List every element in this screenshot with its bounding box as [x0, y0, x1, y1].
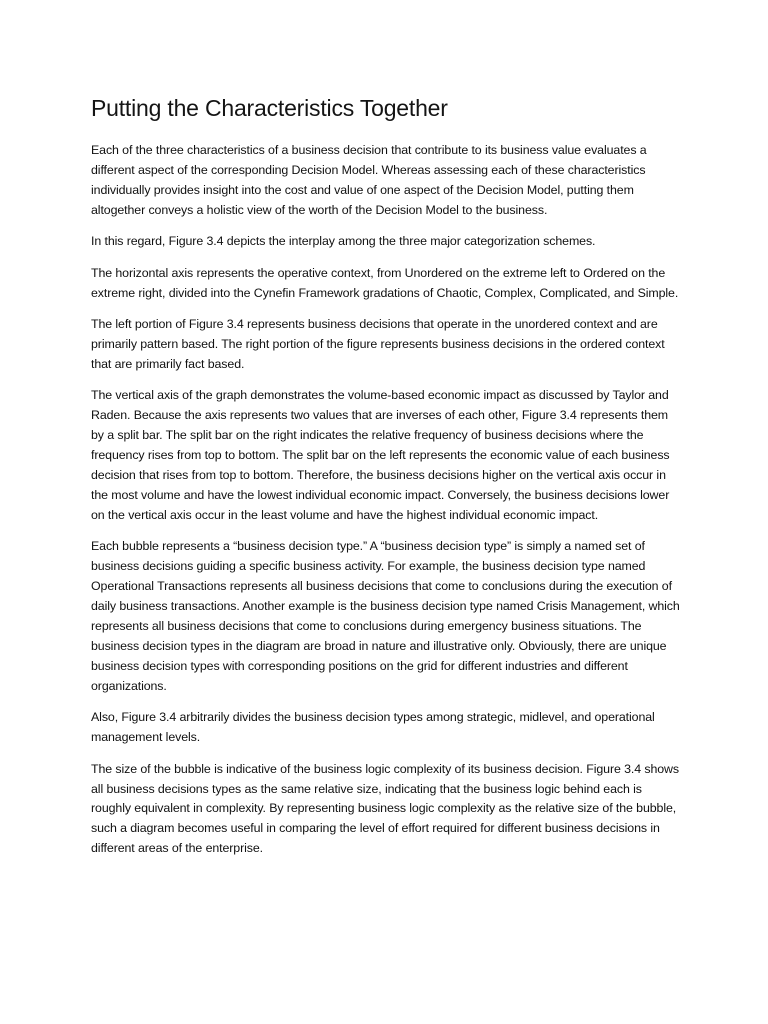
paragraph-bubble-size: The size of the bubble is indicative of the business logic complexity of its business decision. Figure 3.4 shows all business decisions types as the same relative size, indicating that the business logic behind each is roughly equivalent in complexity. By representing business logic complexity as the relative size of the bubble, such a diagram becomes useful in comparing the level of effort required for different business decisions in different areas of the enterprise.	[91, 761, 679, 856]
paragraph-left-right-portion: The left portion of Figure 3.4 represents business decisions that operate in the unordered context and are primarily pattern based. The right portion of the figure represents business decisions in the ordered context that are primarily fact based.	[91, 317, 665, 371]
paragraph-vertical-axis: The vertical axis of the graph demonstrates the volume-based economic impact as discussed by Taylor and Raden. Because the axis represents two values that are inverses of each other, Figure 3.4 represents them by a split bar. The split bar on the right indicates the relative frequency of business decisions where the frequency rises from top to bottom. The split bar on the left represents the economic value of each business decision that rises from top to bottom. Therefore, the business decisions higher on the vertical axis occur in the most volume and have the lowest individual economic impact. Conversely, the business decisions lower on the vertical axis occur in the least volume and have the highest individual economic impact.	[91, 388, 670, 522]
paragraph-bubble-type: Each bubble represents a “business decision type.” A “business decision type” is simply a named set of business decisions guiding a specific business activity. For example, the business decision type named Operational Transactions represents all business decisions that come to conclusions during the execution of daily business transactions. Another example is the business decision type named Crisis Management, which represents all business decisions that come to conclusions during emergency business situations. The business decision types in the diagram are broad in nature and illustrative only. Obviously, there are unique business decision types with corresponding positions on the grid for different industries and different organizations.	[91, 539, 680, 693]
paragraph-intro: Each of the three characteristics of a business decision that contribute to its business value evaluates a different aspect of the corresponding Decision Model. Whereas assessing each of these characteristics individually provides insight into the cost and value of one aspect of the Decision Model, putting them altogether conveys a holistic view of the worth of the Decision Model to the business.	[91, 143, 647, 217]
paragraph-figure-reference: In this regard, Figure 3.4 depicts the interplay among the three major categorization schemes.	[91, 234, 596, 249]
paragraph-management-levels: Also, Figure 3.4 arbitrarily divides the business decision types among strategic, midlevel, and operational management levels.	[91, 710, 655, 745]
paragraph-horizontal-axis: The horizontal axis represents the operative context, from Unordered on the extreme left to Ordered on the extreme right, divided into the Cynefin Framework gradations of Chaotic, Complex, Complicated, and Simple.	[91, 265, 679, 300]
section-title: Putting the Characteristics Together	[91, 95, 448, 121]
